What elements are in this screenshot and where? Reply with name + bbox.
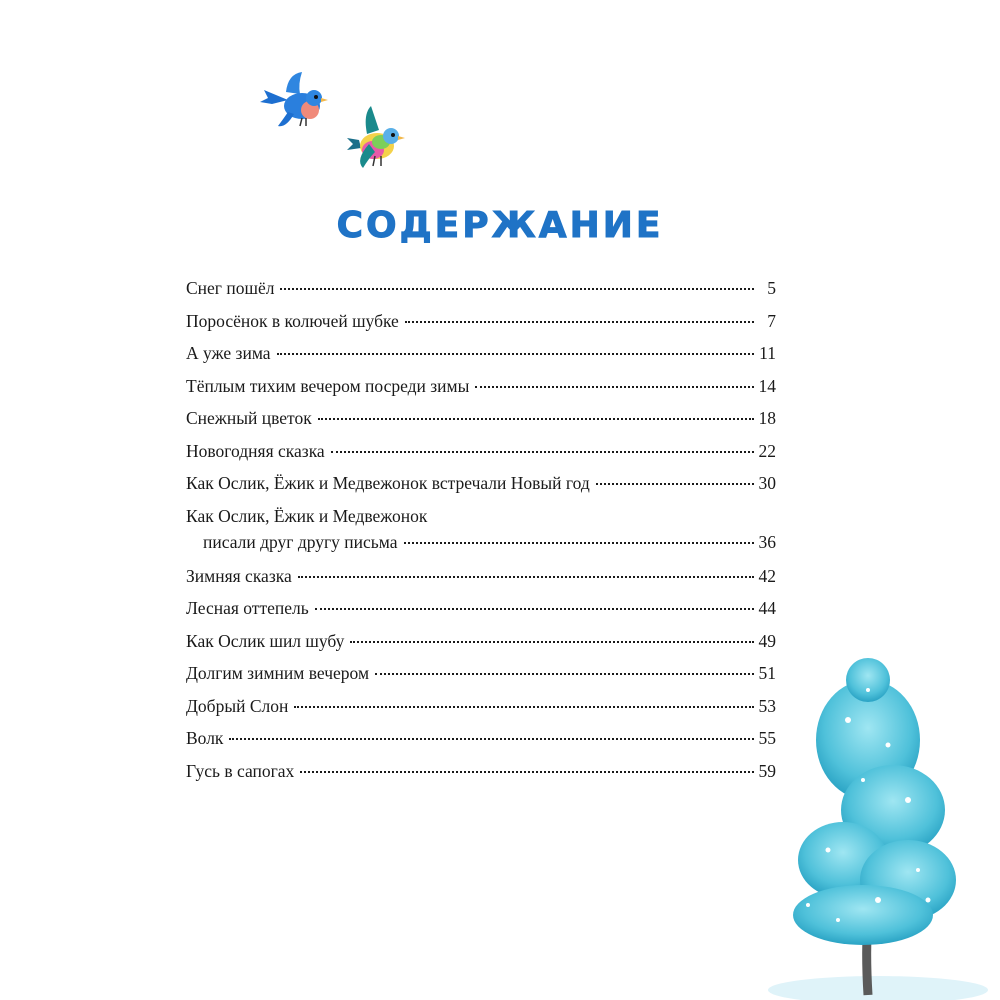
toc-entry[interactable] — [186, 343, 776, 376]
toc-entry[interactable] — [186, 311, 776, 344]
toc-entry-page: 42 — [758, 565, 776, 586]
toc-entry-page: 18 — [758, 408, 776, 428]
toc-entry-page: 36 — [758, 531, 776, 552]
toc-entry-page: 59 — [758, 760, 776, 781]
toc-leader-dots — [331, 451, 754, 453]
toc-leader-dots — [298, 576, 754, 578]
toc-entry[interactable] — [186, 376, 776, 409]
toc-entry[interactable] — [186, 631, 776, 664]
toc-entry-page: 30 — [758, 473, 776, 493]
toc-entry-title-line1: Как Ослик, Ёжик и Медвежонок — [186, 505, 428, 526]
toc-entry-title: Добрый Слон — [186, 695, 289, 716]
toc-leader-dots — [350, 641, 754, 643]
toc-entry[interactable] — [186, 696, 776, 729]
toc-entry-title: Снег пошёл — [186, 278, 275, 298]
toc-entry[interactable] — [186, 728, 776, 761]
toc-leader-dots — [375, 673, 754, 675]
rainbow-bird-icon — [345, 104, 411, 174]
toc-entry-title: Тёплым тихим вечером посреди зимы — [186, 375, 470, 396]
toc-entry[interactable] — [186, 473, 776, 506]
toc-entry-title: Долгим зимним вечером — [186, 663, 370, 683]
toc-entry-title: Как Ослик, Ёжик и Медвежонок встречали Новый год — [186, 473, 590, 493]
toc-entry-page: 22 — [758, 440, 776, 461]
page-title: СОДЕРЖАНИЕ — [336, 205, 664, 246]
toc-leader-dots — [300, 771, 754, 773]
toc-entry-title: Гусь в сапогах — [186, 760, 295, 781]
toc-entry[interactable] — [186, 278, 776, 311]
toc-entry-page: 14 — [758, 375, 776, 396]
snowy-tree-illustration — [768, 650, 1000, 1000]
toc-entry[interactable] — [186, 566, 776, 599]
toc-leader-dots — [404, 542, 754, 544]
table-of-contents — [186, 278, 776, 793]
toc-entry-page: 49 — [758, 630, 776, 651]
toc-entry[interactable] — [186, 761, 776, 794]
toc-leader-dots — [277, 353, 754, 355]
toc-leader-dots — [318, 418, 754, 420]
toc-entry[interactable] — [186, 506, 776, 566]
toc-leader-dots — [280, 288, 754, 290]
toc-entry-page: 55 — [758, 728, 776, 748]
toc-leader-dots — [596, 483, 754, 485]
toc-entry-title: Новогодняя сказка — [186, 440, 325, 461]
toc-leader-dots — [315, 608, 754, 610]
toc-entry-title: Лесная оттепель — [186, 598, 309, 618]
toc-entry-page: 11 — [759, 343, 776, 363]
toc-entry-page: 53 — [758, 695, 776, 716]
toc-leader-dots — [405, 321, 754, 323]
toc-entry-title: Зимняя сказка — [186, 565, 292, 586]
toc-entry-title: Волк — [186, 728, 224, 748]
toc-entry-title: Снежный цветок — [186, 408, 312, 428]
toc-entry-title: А уже зима — [186, 343, 271, 363]
toc-entry[interactable] — [186, 663, 776, 696]
toc-entry-title-line2: писали друг другу письма — [203, 531, 398, 552]
toc-entry-page: 51 — [758, 663, 776, 683]
toc-entry[interactable] — [186, 441, 776, 474]
toc-entry-page: 44 — [758, 598, 776, 618]
toc-entry-page: 7 — [767, 310, 776, 331]
toc-leader-dots — [475, 386, 754, 388]
toc-entry[interactable] — [186, 408, 776, 441]
toc-entry-title: Как Ослик шил шубу — [186, 630, 345, 651]
toc-entry[interactable] — [186, 598, 776, 631]
toc-leader-dots — [229, 738, 754, 740]
toc-entry-title: Поросёнок в колючей шубке — [186, 310, 399, 331]
blue-bird-icon — [258, 70, 330, 132]
toc-leader-dots — [294, 706, 754, 708]
toc-entry-page: 5 — [767, 278, 776, 298]
